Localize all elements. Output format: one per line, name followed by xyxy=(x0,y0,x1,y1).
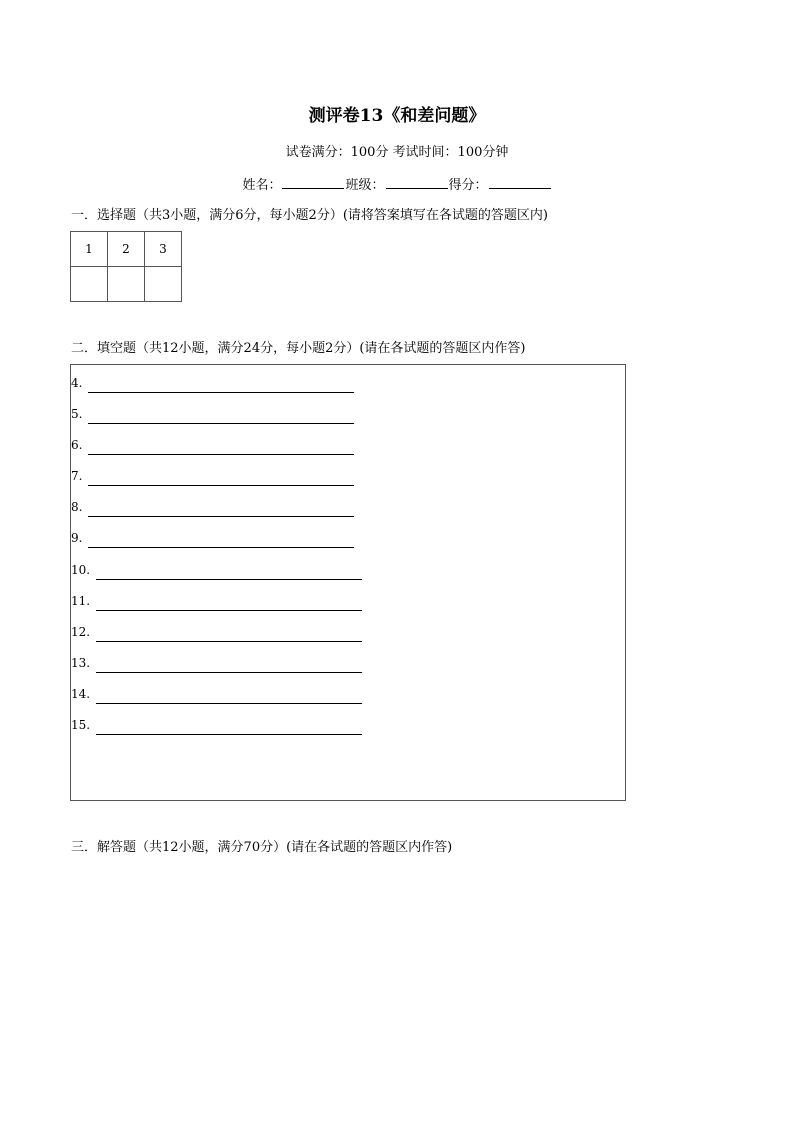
fill-item xyxy=(71,684,362,704)
fill-item xyxy=(71,622,362,642)
fill-answer-line[interactable] xyxy=(88,377,354,393)
choice-answer-table xyxy=(70,231,182,302)
fill-answer-line[interactable] xyxy=(88,439,354,455)
class-label: 班级： xyxy=(345,178,385,193)
fill-item-number: 15. xyxy=(71,718,91,732)
name-label: 姓名： xyxy=(242,178,282,193)
fill-answer-line[interactable] xyxy=(88,501,354,517)
fill-item-number: 5. xyxy=(71,407,83,421)
fill-item xyxy=(71,373,354,393)
answer-table-answer-row xyxy=(71,267,182,302)
score-field[interactable] xyxy=(489,174,551,189)
fill-item-number: 4. xyxy=(71,376,83,390)
fill-item-number: 7. xyxy=(71,469,83,483)
student-info-line xyxy=(0,174,794,196)
fill-item xyxy=(71,715,362,735)
answer-table-header: 2 xyxy=(108,232,145,267)
section-fill-heading: 二．填空题（共12小题，满分24分，每小题2分）(请在各试题的答题区内作答) xyxy=(71,341,526,356)
fill-answer-line[interactable] xyxy=(96,719,362,735)
fill-item xyxy=(71,404,354,424)
section-choice-heading: 一．选择题（共3小题，满分6分，每小题2分）(请将答案填写在各试题的答题区内) xyxy=(71,208,548,223)
exam-subtitle: 试卷满分：100分 考试时间：100分钟 xyxy=(285,145,509,160)
fill-item-number: 6. xyxy=(71,438,83,452)
class-field[interactable] xyxy=(386,174,448,189)
name-field[interactable] xyxy=(282,174,344,189)
fill-item xyxy=(71,528,354,548)
fill-item xyxy=(71,435,354,455)
answer-table-header-row xyxy=(71,232,182,267)
fill-item xyxy=(71,560,362,580)
fill-answer-line[interactable] xyxy=(96,688,362,704)
fill-item xyxy=(71,591,362,611)
exam-title: 测评卷13《和差问题》 xyxy=(308,106,486,126)
fill-answer-line[interactable] xyxy=(96,626,362,642)
fill-answer-line[interactable] xyxy=(88,408,354,424)
answer-table-header: 1 xyxy=(71,232,108,267)
score-label: 得分： xyxy=(448,178,488,193)
fill-item xyxy=(71,497,354,517)
answer-cell-2[interactable] xyxy=(108,267,145,302)
fill-answer-line[interactable] xyxy=(96,657,362,673)
fill-answer-box xyxy=(70,364,626,801)
fill-item-number: 11. xyxy=(71,594,91,608)
fill-answer-line[interactable] xyxy=(88,532,354,548)
fill-item-number: 10. xyxy=(71,563,91,577)
answer-cell-1[interactable] xyxy=(71,267,108,302)
fill-answer-line[interactable] xyxy=(96,595,362,611)
fill-answer-line[interactable] xyxy=(88,470,354,486)
fill-item xyxy=(71,466,354,486)
fill-item-number: 12. xyxy=(71,625,91,639)
answer-cell-3[interactable] xyxy=(145,267,182,302)
fill-answer-line[interactable] xyxy=(96,564,362,580)
fill-item-number: 8. xyxy=(71,500,83,514)
section-answer-heading: 三．解答题（共12小题，满分70分）(请在各试题的答题区内作答) xyxy=(71,840,453,855)
fill-item-number: 14. xyxy=(71,687,91,701)
answer-table-header: 3 xyxy=(145,232,182,267)
fill-item-number: 9. xyxy=(71,531,83,545)
fill-item-number: 13. xyxy=(71,656,91,670)
fill-item xyxy=(71,653,362,673)
